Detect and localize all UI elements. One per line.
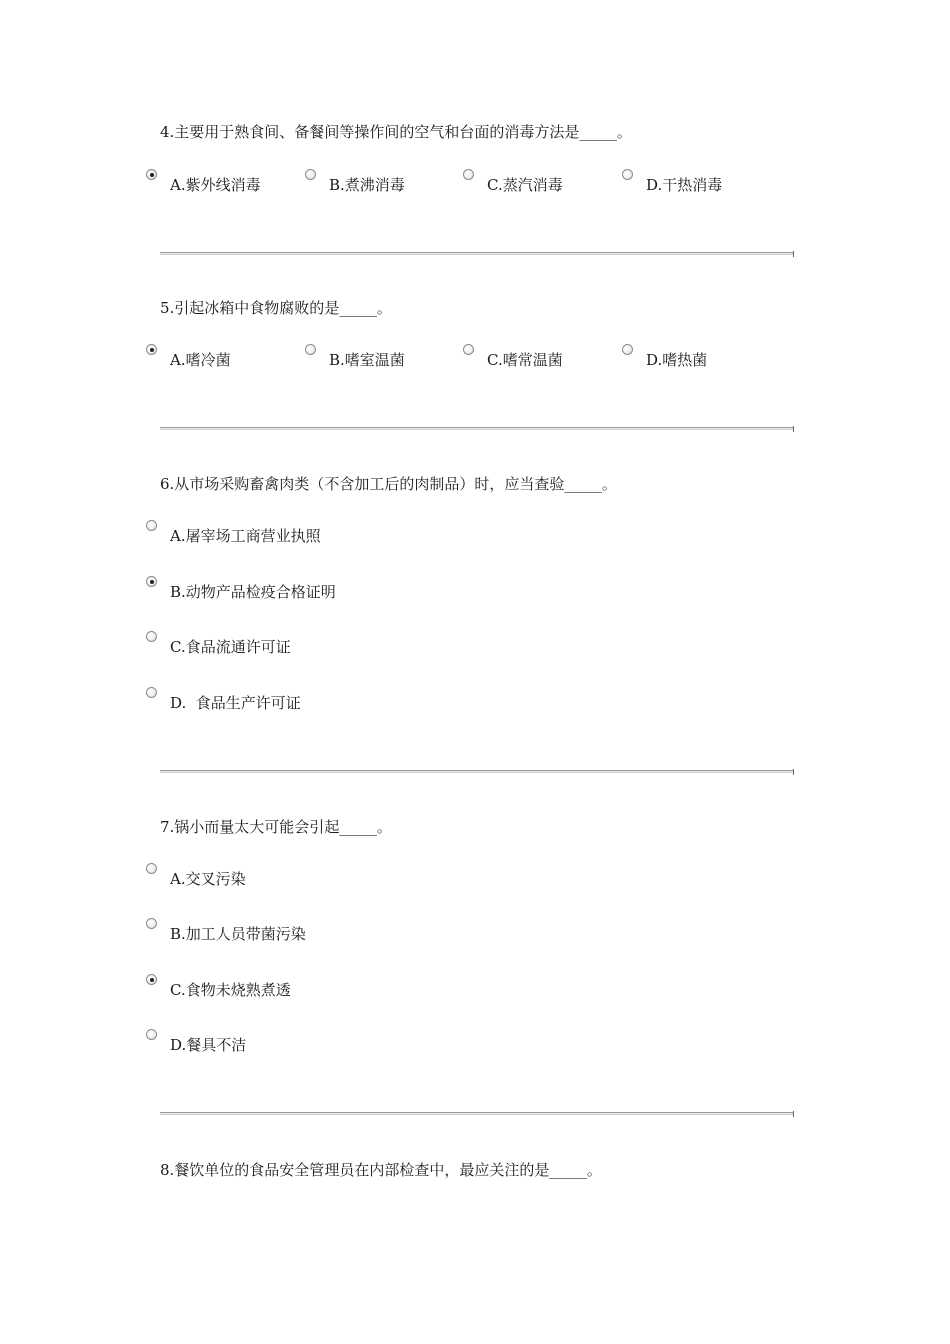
radio-unchecked-icon[interactable] [146, 863, 157, 874]
question-7-title: 7.锅小而量太大可能会引起_____。 [160, 818, 392, 836]
radio-unchecked-icon[interactable] [305, 344, 316, 355]
radio-unchecked-icon[interactable] [146, 687, 157, 698]
option-label: D.干热消毒 [646, 176, 723, 194]
option-label: B.动物产品检疫合格证明 [170, 583, 336, 601]
option-label: A.屠宰场工商营业执照 [170, 527, 321, 545]
radio-checked-icon[interactable] [146, 344, 157, 355]
option-label: B.加工人员带菌污染 [170, 925, 306, 943]
option-label: C.食物未烧熟煮透 [170, 981, 291, 999]
option-label: D. 食品生产许可证 [170, 694, 301, 712]
separator [160, 252, 793, 255]
option-label: B.煮沸消毒 [329, 176, 405, 194]
separator [160, 1112, 793, 1115]
option-label: A.紫外线消毒 [170, 176, 261, 194]
radio-unchecked-icon[interactable] [146, 1029, 157, 1040]
radio-unchecked-icon[interactable] [146, 631, 157, 642]
option-label: D.嗜热菌 [646, 351, 708, 369]
radio-checked-icon[interactable] [146, 169, 157, 180]
question-8-title: 8.餐饮单位的食品安全管理员在内部检查中，最应关注的是_____。 [160, 1161, 602, 1179]
radio-unchecked-icon[interactable] [622, 169, 633, 180]
option-label: C.蒸汽消毒 [487, 176, 563, 194]
radio-unchecked-icon[interactable] [463, 169, 474, 180]
option-label: B.嗜室温菌 [329, 351, 405, 369]
option-label: C.嗜常温菌 [487, 351, 563, 369]
radio-unchecked-icon[interactable] [146, 520, 157, 531]
option-label: D.餐具不洁 [170, 1036, 247, 1054]
question-6-title: 6.从市场采购畜禽肉类（不含加工后的肉制品）时，应当查验_____。 [160, 475, 617, 493]
radio-checked-icon[interactable] [146, 974, 157, 985]
radio-checked-icon[interactable] [146, 576, 157, 587]
option-label: C.食品流通许可证 [170, 638, 291, 656]
option-label: A.嗜冷菌 [170, 351, 231, 369]
question-4-title: 4.主要用于熟食间、备餐间等操作间的空气和台面的消毒方法是_____。 [160, 123, 632, 141]
question-5-title: 5.引起冰箱中食物腐败的是_____。 [160, 299, 392, 317]
option-label: A.交叉污染 [170, 870, 246, 888]
radio-unchecked-icon[interactable] [622, 344, 633, 355]
separator [160, 770, 793, 773]
radio-unchecked-icon[interactable] [305, 169, 316, 180]
separator [160, 427, 793, 430]
radio-unchecked-icon[interactable] [463, 344, 474, 355]
radio-unchecked-icon[interactable] [146, 918, 157, 929]
